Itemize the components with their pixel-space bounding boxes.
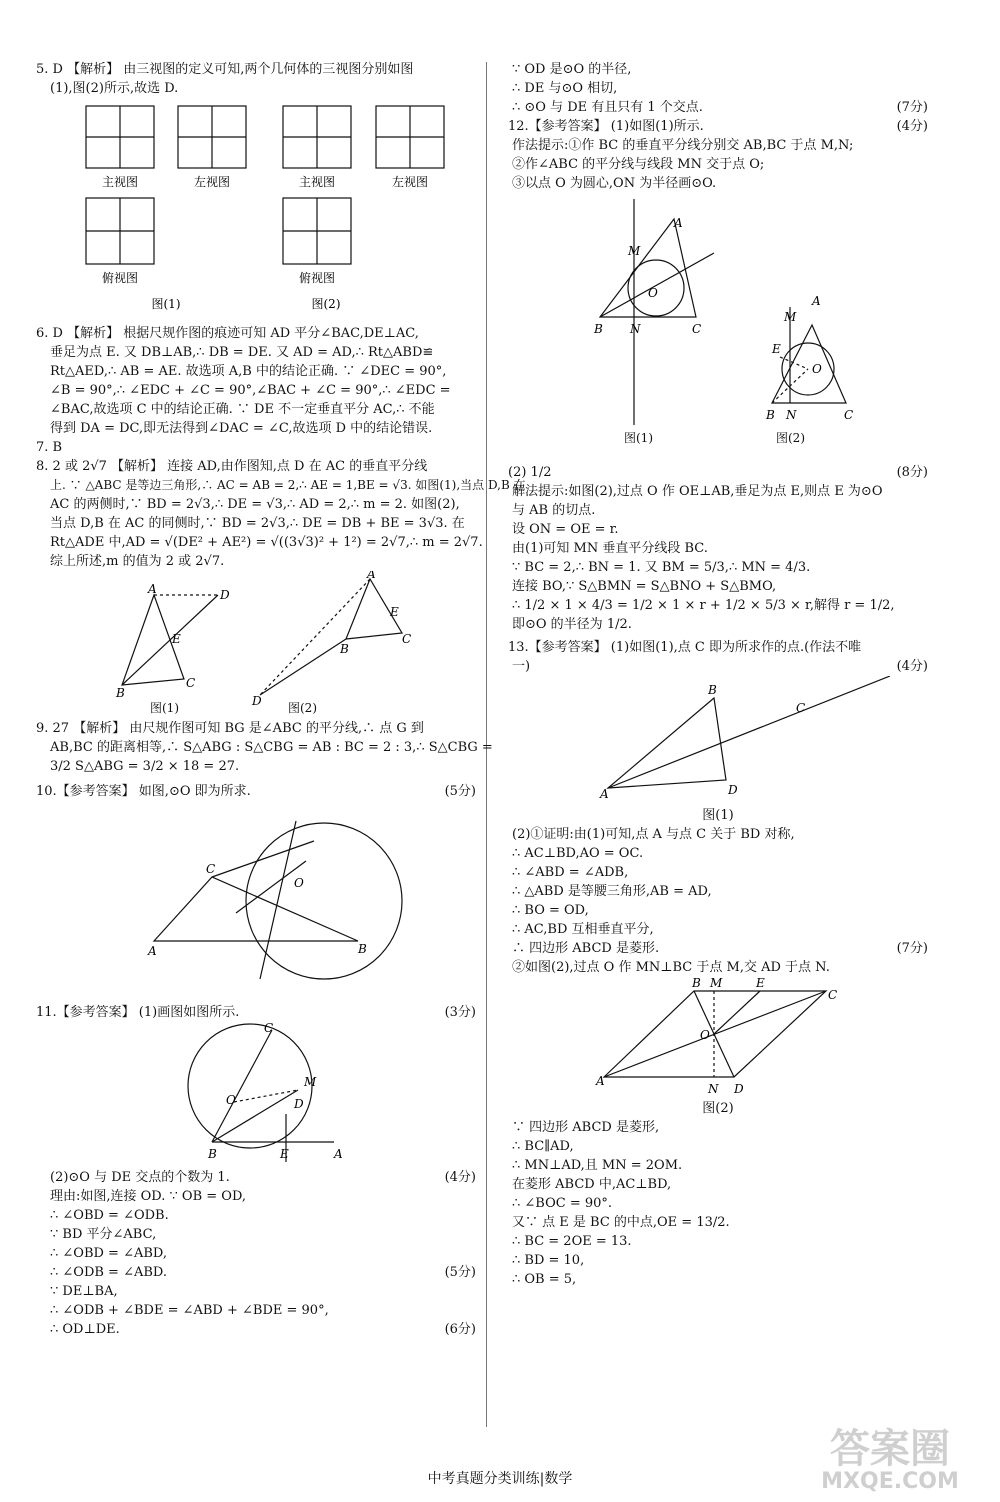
text-line: ∴ ∠ODB = ∠ABD. (50, 1265, 168, 1280)
text-line: 13.【参考答案】 (1)如图(1),点 C 即为所求作的点.(作法不唯 (508, 640, 862, 655)
svg-text:E: E (172, 632, 181, 646)
text-line: ∴ BO = OD, (512, 903, 589, 918)
q6-text (36, 324, 476, 438)
q12-figures (508, 193, 928, 453)
svg-text:M: M (710, 977, 723, 990)
text-line: ②作∠ABC 的平分线与线段 MN 交于点 O; (512, 157, 765, 172)
q11-figure (36, 1022, 476, 1162)
svg-text:O: O (700, 1028, 710, 1042)
figure-caption: 图(1) (624, 431, 653, 445)
text-line: ∠B = 90°,∴ ∠EDC + ∠C = 90°,∠BAC + ∠C = 90°,∴ ∠EDC = (50, 383, 451, 398)
text-line: 一) (512, 659, 531, 674)
svg-text:A: A (148, 582, 157, 596)
score: (5分) (444, 1265, 476, 1280)
svg-text:A: A (334, 1147, 343, 1161)
figure-caption: 图(2) (288, 701, 317, 715)
svg-text:O: O (294, 876, 304, 890)
watermark-logo (800, 1418, 980, 1494)
text-line: 理由:如图,连接 OD. ∵ OB = OD, (50, 1189, 247, 1204)
svg-text:C: C (186, 676, 196, 690)
q12-head (508, 117, 928, 136)
text-line: 得到 DA = DC,即无法得到∠DAC = ∠C,故选项 D 中的结论错误. (50, 421, 433, 436)
svg-text:N: N (630, 322, 641, 336)
text-line: 当点 D,B 在 AC 的同侧时,∵ BD = 2√3,∴ DE = DB + BE = 3√3. 在 (50, 516, 465, 531)
svg-text:B: B (708, 683, 717, 697)
text-line: 综上所述,m 的值为 2 或 2√7. (50, 554, 225, 569)
svg-text:D: D (734, 1082, 744, 1096)
figure-caption: 图(1) (150, 701, 179, 715)
svg-text:A: A (600, 787, 609, 801)
text-line: ∠BAC,故选项 C 中的结论正确. ∵ DE 不一定垂直平分 AC,∴ 不能 (50, 402, 435, 417)
svg-text:C: C (844, 408, 854, 422)
q13-figure-1 (508, 676, 928, 806)
q13-head (508, 638, 928, 676)
svg-text:A: A (596, 1074, 605, 1088)
svg-text:N: N (708, 1082, 719, 1096)
score: (4分) (896, 119, 928, 134)
svg-text:C: C (402, 632, 412, 646)
figure-caption: 图(2) (702, 1101, 734, 1116)
q13-figure-2 (508, 977, 928, 1097)
score: (8分) (896, 465, 928, 480)
text-line: 9. 27 【解析】 由尺规作图可知 BG 是∠ABC 的平分线,∴ 点 G 到 (36, 721, 424, 736)
text-line: 5. D 【解析】 由三视图的定义可知,两个几何体的三视图分别如图 (36, 62, 414, 77)
text-line: ∵ BC = 2,∴ BN = 1. 又 BM = 5/3,∴ MN = 4/3. (512, 560, 811, 575)
text-line: ∴ △ABD 是等腰三角形,AB = AD, (512, 884, 712, 899)
svg-text:N: N (786, 408, 797, 422)
text-line: ∴ ∠ODB + ∠BDE = ∠ABD + ∠BDE = 90°, (50, 1303, 329, 1318)
svg-text:C: C (828, 988, 838, 1002)
svg-text:M: M (628, 244, 641, 258)
svg-text:B: B (358, 942, 367, 956)
svg-text:B: B (208, 1147, 217, 1161)
q10-figure (36, 801, 476, 997)
text-line: (2)⊙O 与 DE 交点的个数为 1. (50, 1170, 230, 1185)
text-line: ∵ BD 平分∠ABC, (50, 1227, 157, 1242)
q8-text (36, 457, 526, 571)
text-line: AC 的两侧时,∵ BD = 2√3,∴ DE = √3,∴ AD = 2,∴ m = 2. 如图(2), (50, 497, 460, 512)
figure-caption: 图(2) (311, 297, 341, 311)
svg-text:O: O (812, 362, 822, 376)
svg-text:A: A (148, 944, 157, 958)
top-view-label: 俯视图 (101, 271, 139, 285)
text-line: ∴ ∠BOC = 90°. (512, 1196, 613, 1211)
left-view-label: 左视图 (391, 175, 429, 189)
q8-figures (36, 571, 476, 713)
text-line: 8. 2 或 2√7 【解析】 连接 AD,由作图知,点 D 在 AC 的垂直平分线 (36, 459, 428, 474)
svg-text:B: B (766, 408, 775, 422)
score: (7分) (896, 100, 928, 115)
left-view-label: 左视图 (193, 175, 231, 189)
svg-text:D: D (728, 783, 738, 797)
svg-text:B: B (692, 977, 701, 990)
q9-text (36, 719, 493, 776)
text-line: Rt△AED,∴ AB = AE. 故选项 A,B 中的结论正确. ∵ ∠DEC = 90°, (50, 364, 447, 379)
text-line: 即⊙O 的半径为 1/2. (512, 617, 632, 632)
text-line: ∴ ∠ABD = ∠ADB, (512, 865, 629, 880)
text-line: ∴ 1/2 × 1 × 4/3 = 1/2 × 1 × r + 1/2 × 5/3 × r,解得 r = 1/2, (512, 598, 895, 613)
svg-text:A: A (367, 571, 376, 581)
svg-text:E: E (280, 1147, 289, 1161)
svg-text:M: M (304, 1075, 317, 1089)
figure-caption: 图(1) (702, 808, 734, 823)
text-line: ③以点 O 为圆心,ON 为半径画⊙O. (512, 176, 717, 191)
text-line: ∴ BC = 2OE = 13. (512, 1234, 632, 1249)
q11-head (36, 1003, 476, 1022)
text-line: ∴ DE 与⊙O 相切, (512, 81, 618, 96)
text-line: 与 AB 的切点. (512, 503, 596, 518)
text-line: ∵ OD 是⊙O 的半径, (512, 62, 632, 77)
text-line: ∴ BD = 10, (512, 1253, 585, 1268)
svg-text:B: B (340, 642, 349, 656)
text-line: 12.【参考答案】 (1)如图(1)所示. (508, 119, 704, 134)
text-line: 连接 BO,∵ S△BMN = S△BNO + S△BMO, (512, 579, 777, 594)
score: (7分) (896, 941, 928, 956)
right-column (508, 60, 928, 1289)
score: (6分) (444, 1322, 476, 1337)
q12-part2 (508, 463, 928, 482)
svg-text:E: E (756, 977, 765, 990)
text-line: ∴ ∠OBD = ∠ODB. (50, 1208, 169, 1223)
text-line: 又∵ 点 E 是 BC 的中点,OE = 13/2. (512, 1215, 730, 1230)
svg-text:B: B (594, 322, 603, 336)
q10-text (36, 782, 476, 801)
svg-text:A: A (812, 294, 821, 308)
top-view-label: 俯视图 (298, 271, 336, 285)
text-line: AB,BC 的距离相等,∴ S△ABG : S△CBG = AB : BC = 2 : 3,∴ S△CBG = (50, 740, 493, 755)
svg-text:M: M (784, 310, 797, 324)
text-line: ∴ 四边形 ABCD 是菱形. (512, 941, 660, 956)
text-line: ②如图(2),过点 O 作 MN⊥BC 于点 M,交 AD 于点 N. (512, 960, 830, 975)
text-line: 3/2 S△ABG = 3/2 × 18 = 27. (50, 759, 240, 774)
score: (4分) (896, 659, 928, 674)
text-line: 6. D 【解析】 根据尺规作图的痕迹可知 AD 平分∠BAC,DE⊥AC, (36, 326, 419, 341)
svg-text:D: D (294, 1097, 304, 1111)
text-line: ∵ DE⊥BA, (50, 1284, 118, 1299)
score: (5分) (444, 784, 476, 799)
watermark-text: 答案圈 (830, 1426, 950, 1472)
front-view-label: 主视图 (101, 175, 139, 189)
svg-text:O: O (226, 1093, 236, 1107)
watermark-url: MXQE.COM (821, 1469, 959, 1494)
left-column (36, 60, 526, 1339)
text-line: (2) 1/2 (508, 465, 552, 480)
text-line: 由(1)可知 MN 垂直平分线段 BC. (512, 541, 708, 556)
text-line: 垂足为点 E. 又 DB⊥AB,∴ DB = DE. 又 AD = AD,∴ Rt△ABD≌ (50, 345, 434, 360)
svg-text:D: D (220, 588, 230, 602)
text-line: (1),图(2)所示,故选 D. (50, 81, 179, 96)
text-line: ∴ ⊙O 与 DE 有且只有 1 个交点. (512, 100, 703, 115)
text-line: ∵ 四边形 ABCD 是菱形, (512, 1120, 660, 1135)
score: (3分) (444, 1005, 476, 1020)
text-line: ∴ OD⊥DE. (50, 1322, 120, 1337)
text-line: ∴ OB = 5, (512, 1272, 577, 1287)
text-line: Rt△ADE 中,AD = √(DE² + AE²) = √((3√3)² + 1²) = 2√7,∴ m = 2√7. (50, 535, 483, 550)
text-line: 上. ∵ △ABC 是等边三角形,∴ AC = AB = 2,∴ AE = 1,BE = √3. 如图(1),当点 D,B 在 (50, 478, 526, 492)
text-line: (2)①证明:由(1)可知,点 A 与点 C 关于 BD 对称, (512, 827, 795, 842)
svg-text:C: C (692, 322, 702, 336)
svg-text:C: C (206, 862, 216, 876)
text-line: 作法提示:①作 BC 的垂直平分线分别交 AB,BC 于点 M,N; (512, 138, 854, 153)
q5-three-views-figure (36, 98, 476, 320)
svg-text:B: B (116, 686, 125, 700)
page-footer: 中考真题分类训练|数学 (427, 1471, 573, 1487)
q7-text: 7. B (36, 440, 63, 455)
text-line: 10.【参考答案】 如图,⊙O 即为所求. (36, 784, 251, 799)
score: (4分) (444, 1170, 476, 1185)
text-line: 设 ON = OE = r. (512, 522, 619, 537)
text-line: ∴ MN⊥AD,且 MN = 2OM. (512, 1158, 683, 1173)
text-line: ∴ BC∥AD, (512, 1139, 574, 1154)
svg-text:D: D (252, 694, 262, 708)
front-view-label: 主视图 (298, 175, 336, 189)
svg-text:E: E (390, 605, 399, 619)
text-line: ∴ ∠OBD = ∠ABD, (50, 1246, 168, 1261)
text-line: 解法提示:如图(2),过点 O 作 OE⊥AB,垂足为点 E,则点 E 为⊙O (512, 484, 883, 499)
text-line: ∴ AC⊥BD,AO = OC. (512, 846, 644, 861)
text-line: 在菱形 ABCD 中,AC⊥BD, (512, 1177, 672, 1192)
svg-text:E: E (772, 342, 781, 356)
svg-text:C: C (264, 1022, 274, 1035)
q11-proof (36, 1168, 476, 1339)
text-line: ∴ AC,BD 互相垂直平分, (512, 922, 654, 937)
svg-text:A: A (674, 216, 683, 230)
q5-text (36, 60, 476, 98)
text-line: 11.【参考答案】 (1)画图如图所示. (36, 1005, 240, 1020)
svg-text:O: O (648, 286, 658, 300)
figure-caption: 图(2) (776, 431, 805, 445)
figure-caption: 图(1) (151, 297, 181, 311)
svg-text:C: C (796, 701, 806, 715)
